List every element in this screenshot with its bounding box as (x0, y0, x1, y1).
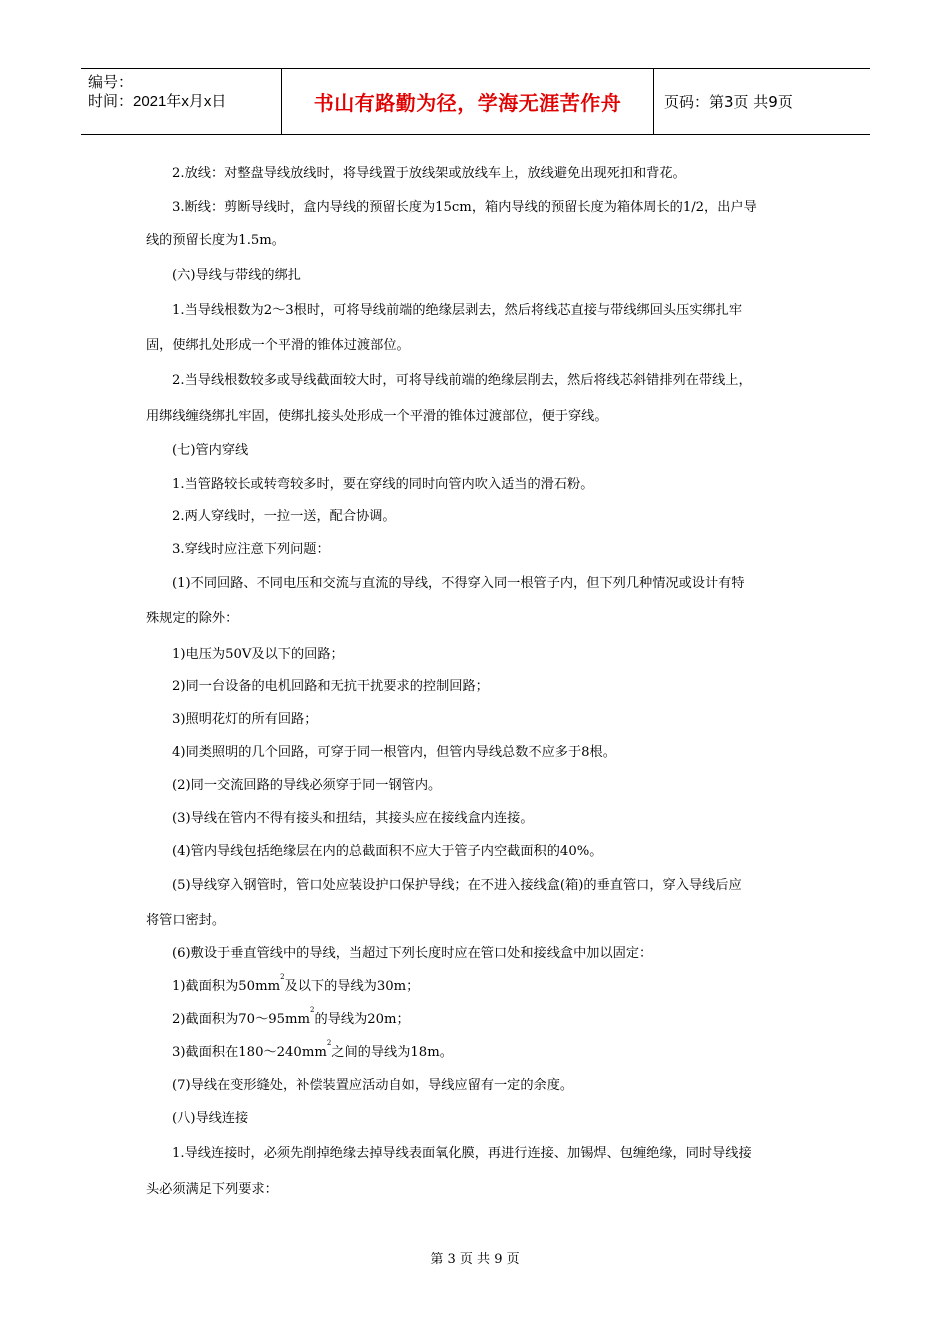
paragraph-line: (3)导线在管内不得有接头和扭结，其接头应在接线盒内连接。 (172, 811, 534, 826)
superscript: 2 (326, 1039, 332, 1047)
list-item: 2)截面积为$70\sim 95mm^2$的导线为20m； (172, 1006, 410, 1027)
list-item: 3)照明花灯的所有回路； (172, 712, 318, 727)
superscript: 2 (280, 973, 285, 981)
paragraph-line: (2)同一交流回路的导线必须穿于同一钢管内。 (172, 778, 442, 793)
document-number-label: 编号： (88, 74, 134, 91)
paragraph-line: 1.当导线根数为2～3根时，可将导线前端的绝缘层剥去，然后将线芯直接与带线绑回头压实绑扎牢 (172, 303, 743, 318)
paragraph-line: (5)导线穿入钢管时，管口处应装设护口保护导线；在不进入接线盒(箱)的垂直管口，穿入导线后应 (172, 878, 742, 893)
paragraph-line: 1.当管路较长或转弯较多时，要在穿线的同时向管内吹入适当的滑石粉。 (172, 477, 594, 492)
paragraph-line: 头必须满足下列要求： (146, 1182, 278, 1197)
paragraph-line: 固，使绑扎处形成一个平滑的锥体过渡部位。 (146, 338, 410, 353)
paragraph-line: 1.导线连接时，必须先削掉绝缘去掉导线表面氧化膜，再进行连接、加锡焊、包缠绝缘，同时导线接 (172, 1146, 752, 1161)
header-motto: 书山有路勤为径，学海无涯苦作舟 (282, 69, 654, 134)
section-heading: (七)管内穿线 (172, 443, 249, 458)
document-date-label: 时间：2021年x月x日 (88, 93, 227, 110)
paragraph-line: 3.穿线时应注意下列问题： (172, 542, 330, 557)
paragraph-line: (6)敷设于垂直管线中的导线，当超过下列长度时应在管口处和接线盒中加以固定： (172, 946, 653, 961)
header-page-number: 页码：第3页 共9页 (664, 93, 793, 111)
list-item: 4)同类照明的几个回路，可穿于同一根管内，但管内导线总数不应多于8根。 (172, 745, 616, 760)
paragraph-line: 线的预留长度为1.5m。 (146, 233, 285, 248)
list-item: 3)截面积在$180\sim 240mm^2$之间的导线为18m。 (172, 1039, 453, 1060)
paragraph-line: 2.放线：对整盘导线放线时，将导线置于放线架或放线车上，放线避免出现死扣和背花。 (172, 166, 686, 181)
list-item: 1)电压为50V及以下的回路； (172, 647, 344, 662)
paragraph-line: 将管口密封。 (146, 913, 226, 928)
paragraph-line: 2.两人穿线时，一拉一送，配合协调。 (172, 509, 396, 524)
header-info (81, 69, 282, 134)
paragraph-line: 殊规定的除外： (146, 611, 239, 626)
paragraph-line: (7)导线在变形缝处，补偿装置应活动自如，导线应留有一定的余度。 (172, 1078, 574, 1093)
paragraph-line: 3.断线：剪断导线时，盒内导线的预留长度为15cm，箱内导线的预留长度为箱体周长的1/2，出户导 (172, 200, 757, 215)
page-footer: 第 3 页 共 9 页 (430, 1252, 520, 1267)
section-heading: (六)导线与带线的绑扎 (172, 268, 301, 283)
paragraph-line: 2.当导线根数较多或导线截面较大时，可将导线前端的绝缘层削去，然后将线芯斜错排列在带线上， (172, 373, 752, 388)
superscript: 2 (310, 1006, 315, 1014)
list-item: 2)同一台设备的电机回路和无抗干扰要求的控制回路； (172, 679, 489, 694)
section-heading: (八)导线连接 (172, 1111, 249, 1126)
paragraph-line: (1)不同回路、不同电压和交流与直流的导线，不得穿入同一根管子内，但下列几种情况或设计有特 (172, 576, 745, 591)
list-item: 1)截面积为$50mm^2$及以下的导线为30m； (172, 973, 420, 994)
paragraph-line: 用绑线缠绕绑扎牢固，使绑扎接头处形成一个平滑的锥体过渡部位，便于穿线。 (146, 409, 608, 424)
paragraph-line: (4)管内导线包括绝缘层在内的总截面积不应大于管子内空截面积的40%。 (172, 844, 603, 859)
page-header (81, 68, 870, 135)
